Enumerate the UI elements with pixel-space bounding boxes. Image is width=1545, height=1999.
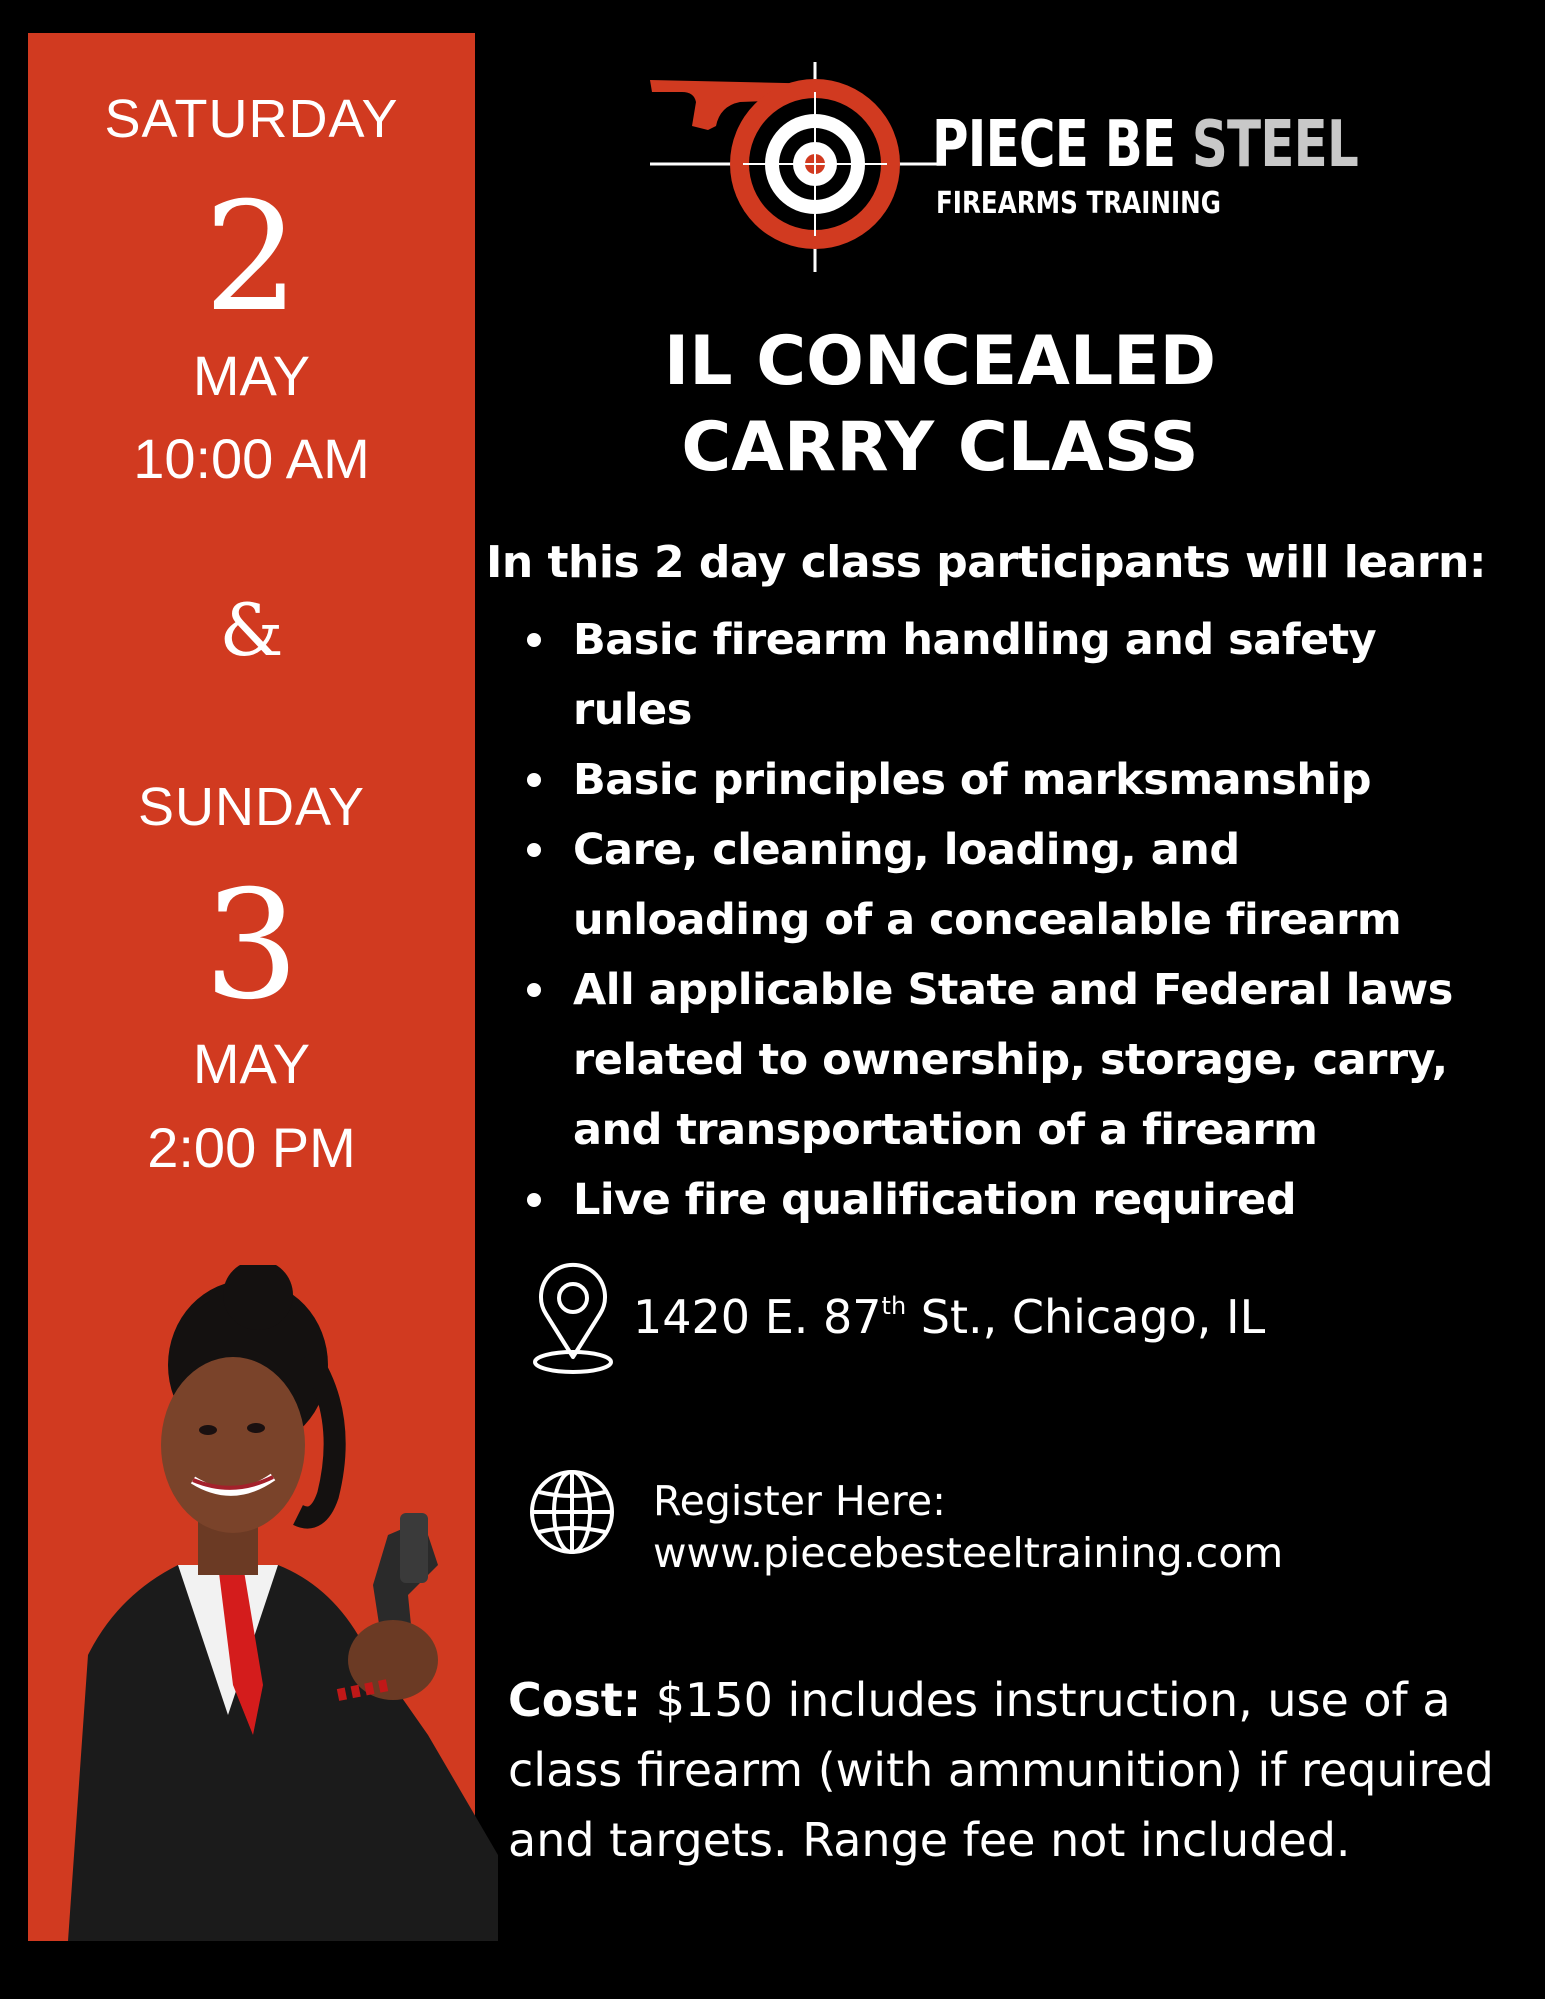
cost-label: Cost:	[508, 1673, 642, 1727]
register-label: Register Here:	[653, 1477, 946, 1525]
brand-name-part1: PIECE BE	[932, 108, 1176, 182]
list-item: All applicable State and Federal laws related to ownership, storage, carry, and transportation of a firearm	[527, 955, 1523, 1165]
day1-date: 2	[203, 171, 300, 345]
day2-month: MAY	[192, 1032, 311, 1095]
page-title-line1: IL CONCEALED	[663, 322, 1217, 401]
day2-date: 3	[203, 859, 300, 1033]
brand-tagline: FIREARMS TRAINING	[936, 186, 1221, 221]
brand-name	[932, 108, 1358, 182]
address-rest: St., Chicago, IL	[906, 1290, 1266, 1344]
topic-list	[527, 605, 1527, 1235]
address-suffix: th	[881, 1292, 907, 1320]
location-pin-icon	[528, 1262, 618, 1377]
date-connector: &	[219, 588, 284, 672]
cost-description: $150 includes instruction, use of a class firearm (with ammunition) if required and targets. Range fee not included.	[508, 1673, 1494, 1867]
register-link[interactable]: www.piecebesteeltraining.com	[653, 1529, 1284, 1577]
cost-text	[508, 1665, 1498, 1875]
brand-name-part2: STEEL	[1191, 108, 1359, 182]
day1-time: 10:00 AM	[133, 427, 370, 490]
page-title-line2: CARRY CLASS	[681, 408, 1199, 487]
address-text	[633, 1290, 1265, 1344]
list-item: Basic principles of marksmanship	[527, 745, 1527, 815]
globe-icon	[527, 1467, 617, 1557]
day1-weekday: SATURDAY	[104, 89, 399, 149]
address-prefix: 1420 E. 87	[633, 1290, 882, 1344]
day1-month: MAY	[192, 344, 311, 407]
day2-time: 2:00 PM	[147, 1116, 356, 1179]
list-item: Care, cleaning, loading, and unloading of a concealable firearm	[527, 815, 1453, 955]
register-block	[653, 1475, 1283, 1579]
intro-text: In this 2 day class participants will learn:	[486, 537, 1486, 588]
list-item: Live fire qualification required	[527, 1165, 1527, 1235]
instructor-photo	[28, 1265, 508, 1941]
list-item: Basic firearm handling and safety rules	[527, 605, 1453, 745]
day2-weekday: SUNDAY	[137, 777, 366, 837]
